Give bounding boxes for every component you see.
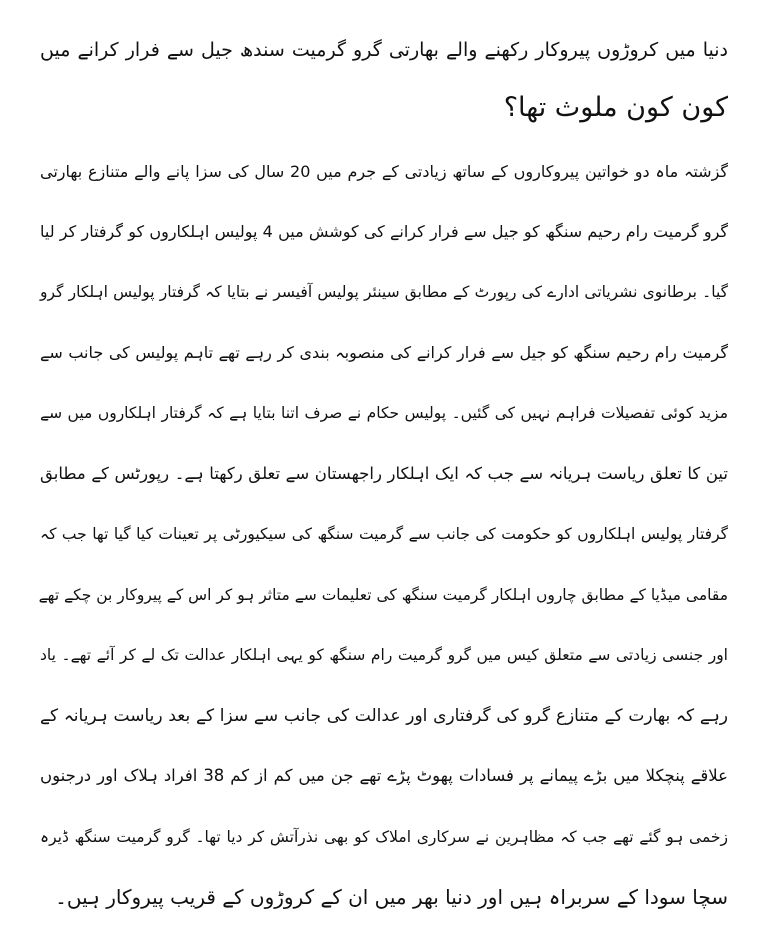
- article-body-line-12: زخمی ہو گئے تھے جب کہ مظاہرین نے سرکاری املاک کو بھی نذرآتش کر دیا تھا۔ گرو گرمیت سنگھ ڈیرہ: [40, 828, 728, 846]
- article-title-line-1: دنیا میں کروڑوں پیروکار رکھنے والے بھارتی گرو گرمیت سندھ جیل سے فرار کرانے میں: [40, 39, 728, 61]
- article-body-line-3: گیا۔ برطانوی نشریاتی ادارے کی رپورٹ کے مطابق سینئر پولیس آفیسر نے بتایا کہ گرفتار پولیس اہلکار گرو: [40, 283, 728, 301]
- article-body-line-9: اور جنسی زیادتی سے متعلق کیس میں گرو گرمیت رام سنگھ کو یہی اہلکار عدالت تک لے کر آئے تھے۔ یاد: [40, 646, 728, 664]
- article-body-line-13: سچا سودا کے سربراہ ہیں اور دنیا بھر میں ان کے کروڑوں کے قریب پیروکار ہیں۔: [55, 885, 728, 909]
- article-body-line-6: تین کا تعلق ریاست ہریانہ سے جب کہ ایک اہلکار راجھستان سے تعلق رکھتا ہے۔ رپورٹس کے مطابق: [40, 464, 728, 483]
- article-body-line-4: گرمیت رام رحیم سنگھ کو جیل سے فرار کرانے کی منصوبہ بندی کر رہے تھے تاہم پولیس کی جانب سے: [40, 343, 728, 362]
- article-body-line-1: گزشتہ ماہ دو خواتین پیروکاروں کے ساتھ زیادتی کے جرم میں 20 سال کی سزا پانے والے متنازع بھارتی: [40, 162, 729, 181]
- article-body-line-11: علاقے پنچکلا میں بڑے پیمانے پر فسادات پھوٹ پڑے تھے جن میں کم از کم 38 افراد ہلاک اور درجنوں: [40, 766, 728, 785]
- article-body-line-5: مزید کوئی تفصیلات فراہم نہیں کی گئیں۔ پولیس حکام نے صرف اتنا بتایا ہے کہ گرفتار اہلکاروں میں سے: [40, 404, 728, 422]
- article-body-line-7: گرفتار پولیس اہلکاروں کو حکومت کی جانب سے گرمیت سنگھ کی سیکیورٹی پر تعینات کیا گیا تھا جب کہ: [40, 525, 728, 543]
- article-body-line-2: گرو گرمیت رام رحیم سنگھ کو جیل سے فرار کرانے کی کوشش میں 4 پولیس اہلکاروں کو گرفتار کر لیا: [40, 222, 729, 241]
- article-body-line-8: مقامی میڈیا کے مطابق چاروں اہلکار گرمیت سنگھ کی تعلیمات سے متاثر ہو کر اس کے پیروکار بن چکے تھے: [38, 586, 728, 604]
- article-title-line-2: کون کون ملوث تھا؟: [503, 92, 728, 123]
- article-body-line-10: رہے کہ بھارت کے متنازع گرو کی گرفتاری اور عدالت کی جانب سے سزا کے بعد ریاست ہریانہ کے: [40, 706, 728, 726]
